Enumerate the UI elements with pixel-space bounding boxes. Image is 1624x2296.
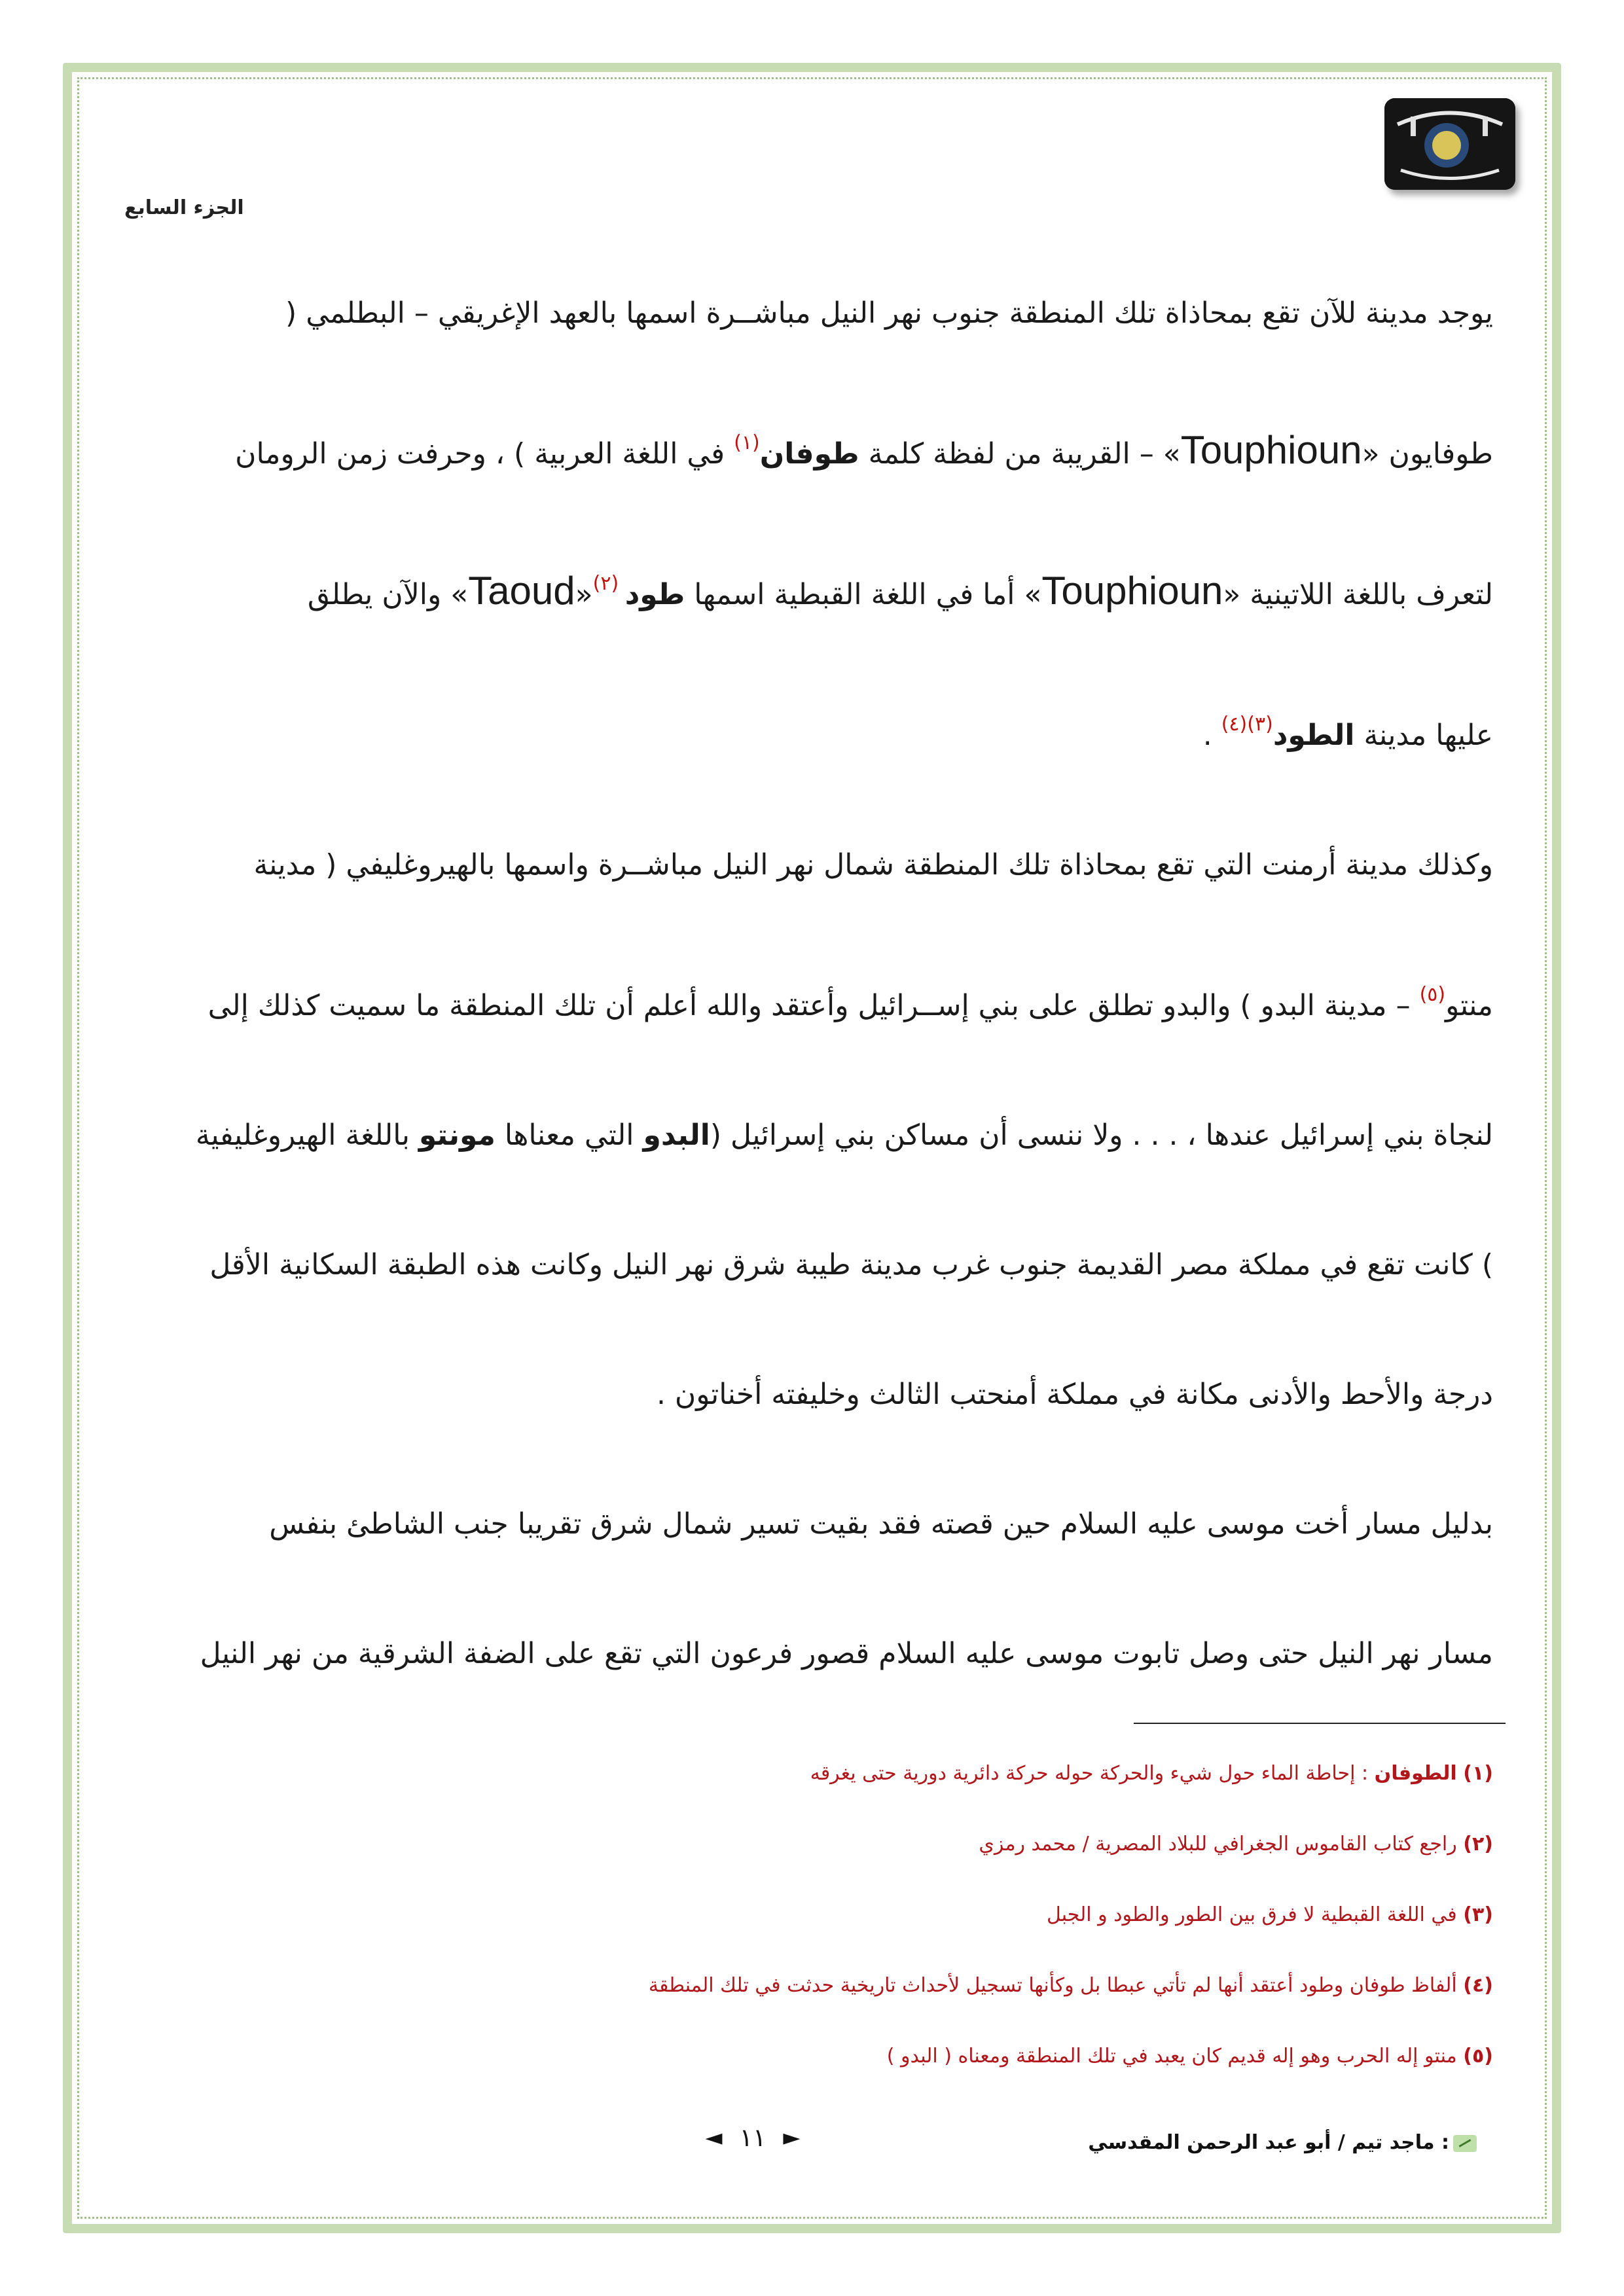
footnotes (151, 1754, 1493, 2108)
prev-page-arrow-icon[interactable]: ◄ (705, 2125, 723, 2151)
part-label: الجزء السابع (124, 196, 244, 219)
footnote-3: (٣) في اللغة القبطية لا فرق بين الطور والطود و الجبل (1047, 1903, 1493, 1926)
text-line-7: لنجاة بني إسرائيل عندها ، . . . ولا ننسى أن مساكن بني إسرائيل (البدو التي معناها مونتو باللغة الهيروغليفية (195, 1119, 1493, 1152)
text-line-2: طوفايون «Touphioun» – القريبة من لفظة كلمة طوفان$^{(١)}$ في اللغة العربية ) ، وحرفت زمن الرومان (235, 428, 1493, 472)
footnote-ref-3-4[interactable]: (٣)(٤) (1221, 713, 1273, 736)
footnote-2: (٢) راجع كتاب القاموس الجغرافي للبلاد المصرية / محمد رمزي (979, 1833, 1493, 1856)
text-line-1: يوجد مدينة للآن تقع بمحاذاة تلك المنطقة جنوب نهر النيل مباشــرة اسمها بالعهد الإغريقي – البطلمي ( (285, 296, 1493, 330)
page-navigation (674, 2118, 831, 2157)
footnote-ref-5[interactable]: (٥) (1419, 983, 1446, 1006)
author-credit: : ماجد تيم / أبو عبد الرحمن المقدسي (1088, 2131, 1477, 2154)
site-logo-icon (1384, 98, 1515, 190)
pen-icon (1453, 2135, 1477, 2152)
next-page-arrow-icon[interactable]: ► (783, 2125, 801, 2151)
logo-emblem-icon (1384, 98, 1515, 190)
text-line-10: بدليل مسار أخت موسى عليه السلام حين قصته فقد بقيت تسير شمال شرق تقريبا جنب الشاطئ بنفس (269, 1507, 1493, 1541)
text-line-3: لتعرف باللغة اللاتينية «Touphioun» أما في اللغة القبطية اسمها طود $^{(٢)}$«Taoud» والآن يطلق (307, 569, 1493, 613)
main-text (121, 249, 1493, 1719)
text-line-11: مسار نهر النيل حتى وصل تابوت موسى عليه السلام قصور فرعون التي تقع على الضفة الشرقية من نهر النيل (200, 1637, 1493, 1670)
text-line-5: وكذلك مدينة أرمنت التي تقع بمحاذاة تلك المنطقة شمال نهر النيل مباشــرة واسمها بالهيروغليفي ( مدينة (253, 848, 1493, 882)
footnote-ref-2[interactable]: (٢) (592, 572, 625, 595)
footnote-1: (١) الطوفان : إحاطة الماء حول شيء والحركة حوله حركة دائرية دورية حتى يغرقه (810, 1762, 1493, 1785)
footnote-4: (٤) ألفاظ طوفان وطود أعتقد أنها لم تأتي عبطا بل وكأنها تسجيل لأحداث تاريخية حدثت في تلك المنطقة (648, 1974, 1493, 1997)
footnote-separator (1134, 1723, 1506, 1724)
footnote-5: (٥) منتو إله الحرب وهو إله قديم كان يعبد في تلك المنطقة ومعناه ( البدو ) (886, 2045, 1493, 2068)
footnote-ref-1[interactable]: (١) (734, 431, 760, 454)
text-line-9: درجة والأحط والأدنى مكانة في مملكة أمنحتب الثالث وخليفته أخناتون . (656, 1378, 1493, 1411)
text-line-4: عليها مدينة الطود$^{(٣)(٤)}$ . (1202, 713, 1493, 752)
page-number: ١١ (739, 2123, 767, 2152)
text-line-6: منتو$^{(٥)}$ – مدينة البدو ) والبدو تطلق على بني إســرائيل وأعتقد والله أعلم أن تلك المنطقة ما سميت كذلك إلى (208, 983, 1493, 1022)
text-line-8: ) كانت تقع في مملكة مصر القديمة جنوب غرب مدينة طيبة شرق نهر النيل وكانت هذه الطبقة السكانية الأقل (209, 1248, 1493, 1282)
